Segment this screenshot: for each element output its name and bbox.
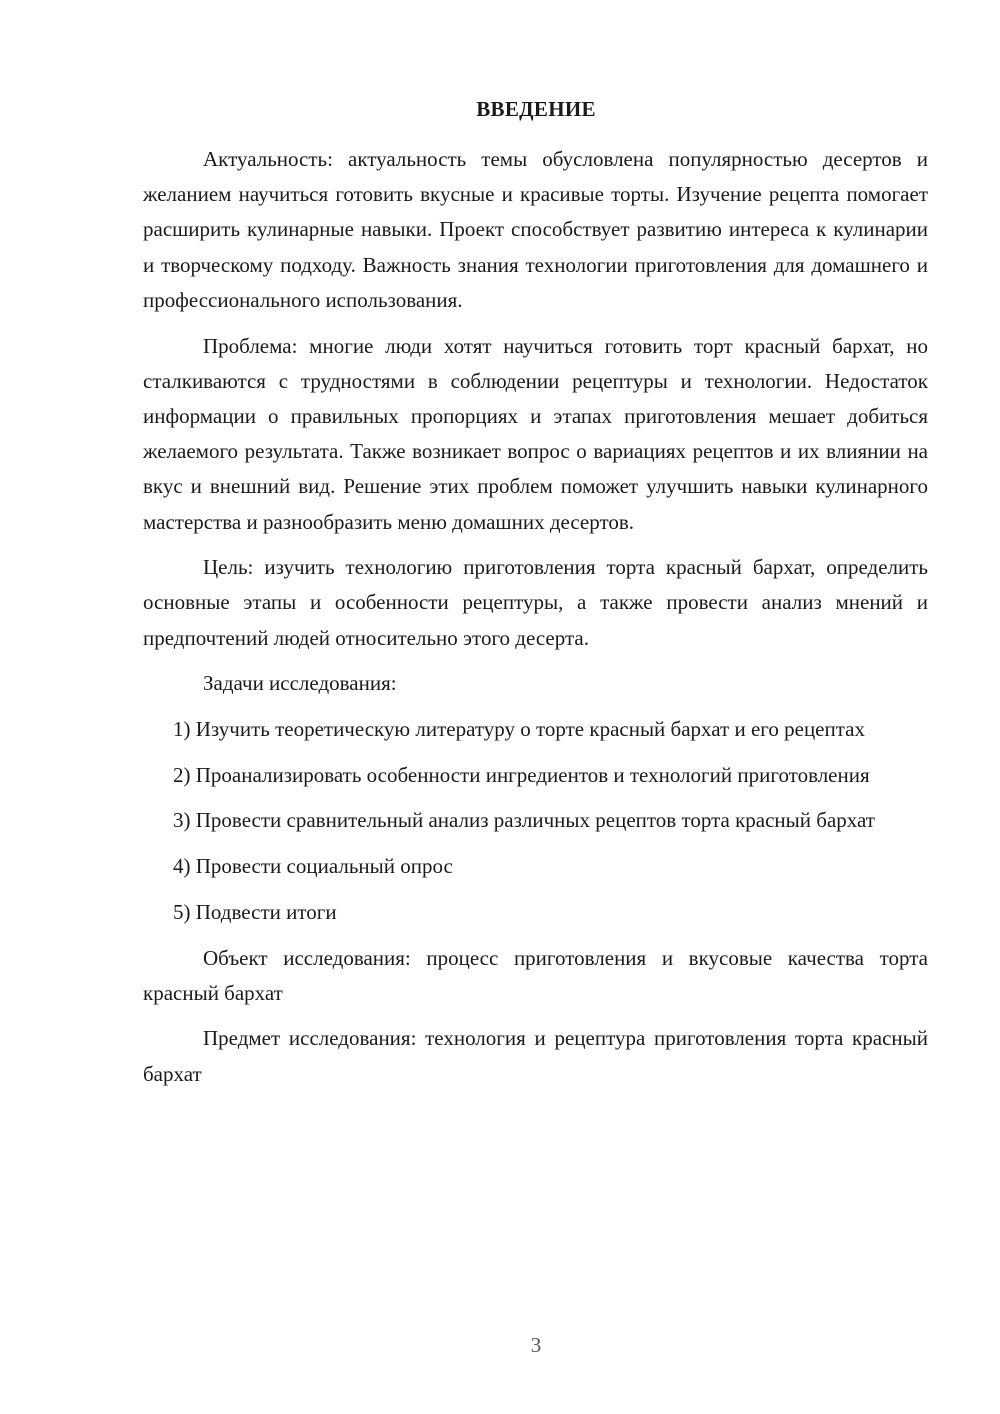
document-body xyxy=(143,142,928,1092)
tasks-title: Задачи исследования: xyxy=(203,671,397,696)
task-item-3: 3) Провести сравнительный анализ различных рецептов торта красный бархат xyxy=(173,808,875,833)
page-number: 3 xyxy=(530,1333,542,1357)
page-title: ВВЕДЕНИЕ xyxy=(476,97,596,121)
task-item-5: 5) Подвести итоги xyxy=(173,899,337,924)
paragraph-goal: Цель: изучить технологию приготовления торта красный бархат, определить основные этапы и особенности рецептуры, а также провести анализ мнений и предпочтений людей относительно этого десерта. xyxy=(143,555,928,650)
task-item-4: 4) Провести социальный опрос xyxy=(173,854,453,879)
task-item-2: 2) Проанализировать особенности ингредиентов и технологий приготовления xyxy=(173,762,870,787)
task-item-1: 1) Изучить теоретическую литературу о торте красный бархат и его рецептах xyxy=(173,717,865,742)
paragraph-subject: Предмет исследования: технология и рецептура приготовления торта красный бархат xyxy=(143,1026,928,1086)
paragraph-problem: Проблема: многие люди хотят научиться готовить торт красный бархат, но сталкиваются с трудностями в соблюдении рецептуры и технологии. Недостаток информации о правильных пропорциях и этапах приготовления мешает добиться желаемого результата. Также возникает вопрос о вариациях рецептов и их влиянии на вкус и внешний вид. Решение этих проблем поможет улучшить навыки кулинарного мастерства и разнообразить меню домашних десертов. xyxy=(143,333,928,534)
paragraph-object: Объект исследования: процесс приготовления и вкусовые качества торта красный бархат xyxy=(143,945,928,1005)
paragraph-relevance: Актуальность: актуальность темы обусловлена популярностью десертов и желанием научиться готовить вкусные и красивые торты. Изучение рецепта помогает расширить кулинарные навыки. Проект способствует развитию интереса к кулинарии и творческому подходу. Важность знания технологии приготовления для домашнего и профессионального использования. xyxy=(143,147,928,312)
